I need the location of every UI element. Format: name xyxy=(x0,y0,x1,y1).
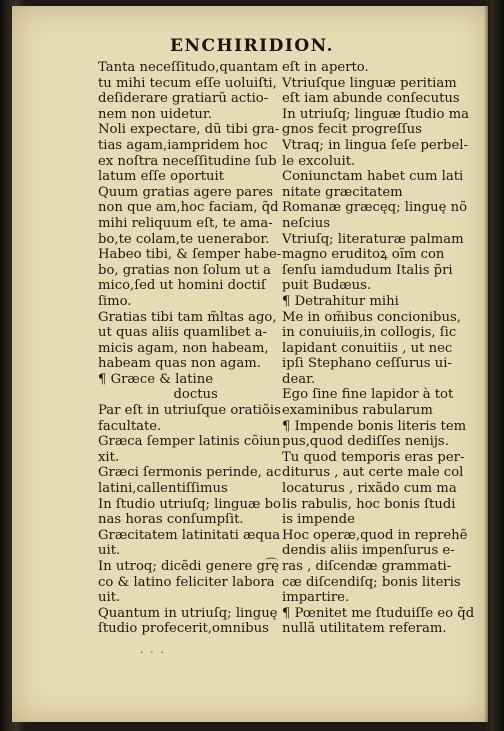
text-line: facultate. xyxy=(98,418,162,434)
text-line: ſtudio profecerit,omnibus xyxy=(98,621,269,637)
text-line: is impende xyxy=(282,512,355,528)
text-line: gnos fecit progreſſus xyxy=(282,122,422,138)
text-line: nas horas conſumpſit. xyxy=(98,512,244,528)
text-line: dendis aliis impenſurus e- xyxy=(282,543,455,559)
text-line: Gratias tibi tam m̃ltas ago, xyxy=(98,309,277,325)
text-line: In utriuſq; linguæ ſtudio ma xyxy=(282,106,469,122)
text-line: Græcitatem latinitati æqua xyxy=(98,527,281,543)
text-line: non que am,hoc faciam, q̃d xyxy=(98,200,279,216)
text-line: Ego ſine fine lapidor à tot xyxy=(282,387,454,403)
text-line: Vtraq; in lingua ſeſe perbel- xyxy=(282,137,468,153)
text-line: mihi reliquum eſt, te ama- xyxy=(98,215,273,231)
text-line: in conuiuiis,in collogis, ſic xyxy=(282,325,457,341)
text-line: Coniunctam habet cum lati xyxy=(282,169,464,185)
text-line: dear. xyxy=(282,371,316,387)
text-line: Quum gratias agere pares xyxy=(98,184,274,200)
text-line: tu mihi tecum eſſe uoluiſti, xyxy=(98,75,277,91)
text-line: cæ diſcendiſq; bonis literis xyxy=(282,574,461,590)
text-line: uit. xyxy=(98,590,121,606)
right-column xyxy=(282,60,474,637)
text-line: examinibus rabularum xyxy=(282,403,433,419)
text-line: neſcius xyxy=(282,215,331,231)
text-line: ſimo. xyxy=(98,293,132,309)
text-line: locaturus , rixãdo cum ma xyxy=(282,481,457,497)
text-line: co & latino feliciter labora xyxy=(98,574,275,590)
text-line: Noli expectare, dũ tibi gra- xyxy=(98,122,280,138)
text-line: In utroq; dicẽdi genere gr͡ę xyxy=(98,559,280,574)
text-line: Vtriuſq; literaturæ palmam xyxy=(282,231,464,247)
text-line: deſiderare gratiarũ actio- xyxy=(98,91,269,107)
text-line: Vtriuſque linguæ peritiam xyxy=(282,75,457,91)
text-line: ¶ Græce & latine xyxy=(98,371,214,387)
text-line: latini,callentiſſimus xyxy=(98,481,228,497)
text-line: ras , diſcendæ grammati- xyxy=(282,559,452,574)
text-line: Romanæ græcęq; linguę nõ xyxy=(282,200,468,216)
text-line: In ſtudio utriuſq; linguæ bo xyxy=(98,496,281,512)
text-line: ipſi Stephano ceſſurus ui- xyxy=(282,356,452,372)
text-line: lapidant conuitiis , ut nec xyxy=(282,340,453,356)
text-line: lis rabulis, hoc bonis ſtudi xyxy=(282,496,456,512)
text-line: latum eſſe oportuit xyxy=(98,169,225,185)
text-line: tias agam,iampridem hoc xyxy=(98,137,268,153)
text-line: ex noſtra neceſſitudine ſub xyxy=(98,153,277,169)
text-line: ¶ Impende bonis literis tem xyxy=(282,418,467,434)
text-line: Tanta neceſſitudo,quantam xyxy=(98,60,279,75)
text-line: Græci ſermonis perinde, ac xyxy=(98,465,282,481)
text-line: eſt iam abunde conſecutus xyxy=(282,91,460,107)
text-line: puit Budæus. xyxy=(282,278,372,294)
text-line: ut quas aliis quamlibet a- xyxy=(98,325,268,341)
text-line: Græca ſemper latinis cõiun xyxy=(98,434,281,450)
text-line: magno eruditoꝝ oĩm con xyxy=(282,247,445,263)
text-line: mico,ſed ut homini doctiſ xyxy=(98,278,266,294)
text-line: Hoc operæ,quod in reprehẽ xyxy=(282,527,468,543)
text-line: Quantum in utriuſq; linguę xyxy=(98,605,278,621)
text-line: impartire. xyxy=(282,590,350,606)
text-line: Tu quod temporis eras per- xyxy=(282,449,465,465)
text-line: micis agam, non habeam, xyxy=(98,340,269,356)
left-column xyxy=(98,60,281,637)
text-line: xit. xyxy=(98,449,120,465)
text-line: ſenſu iamdudum Italis p̃ri xyxy=(282,262,453,278)
text-line: Par eſt in utriuſque oratiõis xyxy=(98,403,281,419)
text-line: nem non uidetur. xyxy=(98,106,212,122)
text-line: doctus xyxy=(173,387,218,403)
text-line: uit. xyxy=(98,543,121,559)
text-line: eſt in aperto. xyxy=(282,60,369,75)
running-head: ENCHIRIDION. xyxy=(170,36,334,56)
text-line: Habeo tibi, & ſemper habe- xyxy=(98,247,282,263)
text-line: ¶ Detrahitur mihi xyxy=(282,293,399,309)
signature-mark: · · · xyxy=(140,648,166,659)
text-line: nitate græcitatem xyxy=(282,184,403,200)
text-line: pus,quod dediſſes nenijs. xyxy=(282,434,449,450)
text-line: habeam quas non agam. xyxy=(98,356,261,372)
text-line: bo,te colam,te uenerabor. xyxy=(98,231,270,247)
text-line: nullã utilitatem referam. xyxy=(282,621,447,637)
text-line: diturus , aut certe male col xyxy=(282,465,464,481)
text-line: le excoluit. xyxy=(282,153,356,169)
text-line: Me in om̃ibus concionibus, xyxy=(282,309,461,325)
text-line: bo, gratias non ſolum ut a xyxy=(98,262,271,278)
text-line: ¶ Pœnitet me ſtuduiſſe eo q̃d xyxy=(282,605,475,621)
page-edge-shadow-right xyxy=(484,0,504,731)
